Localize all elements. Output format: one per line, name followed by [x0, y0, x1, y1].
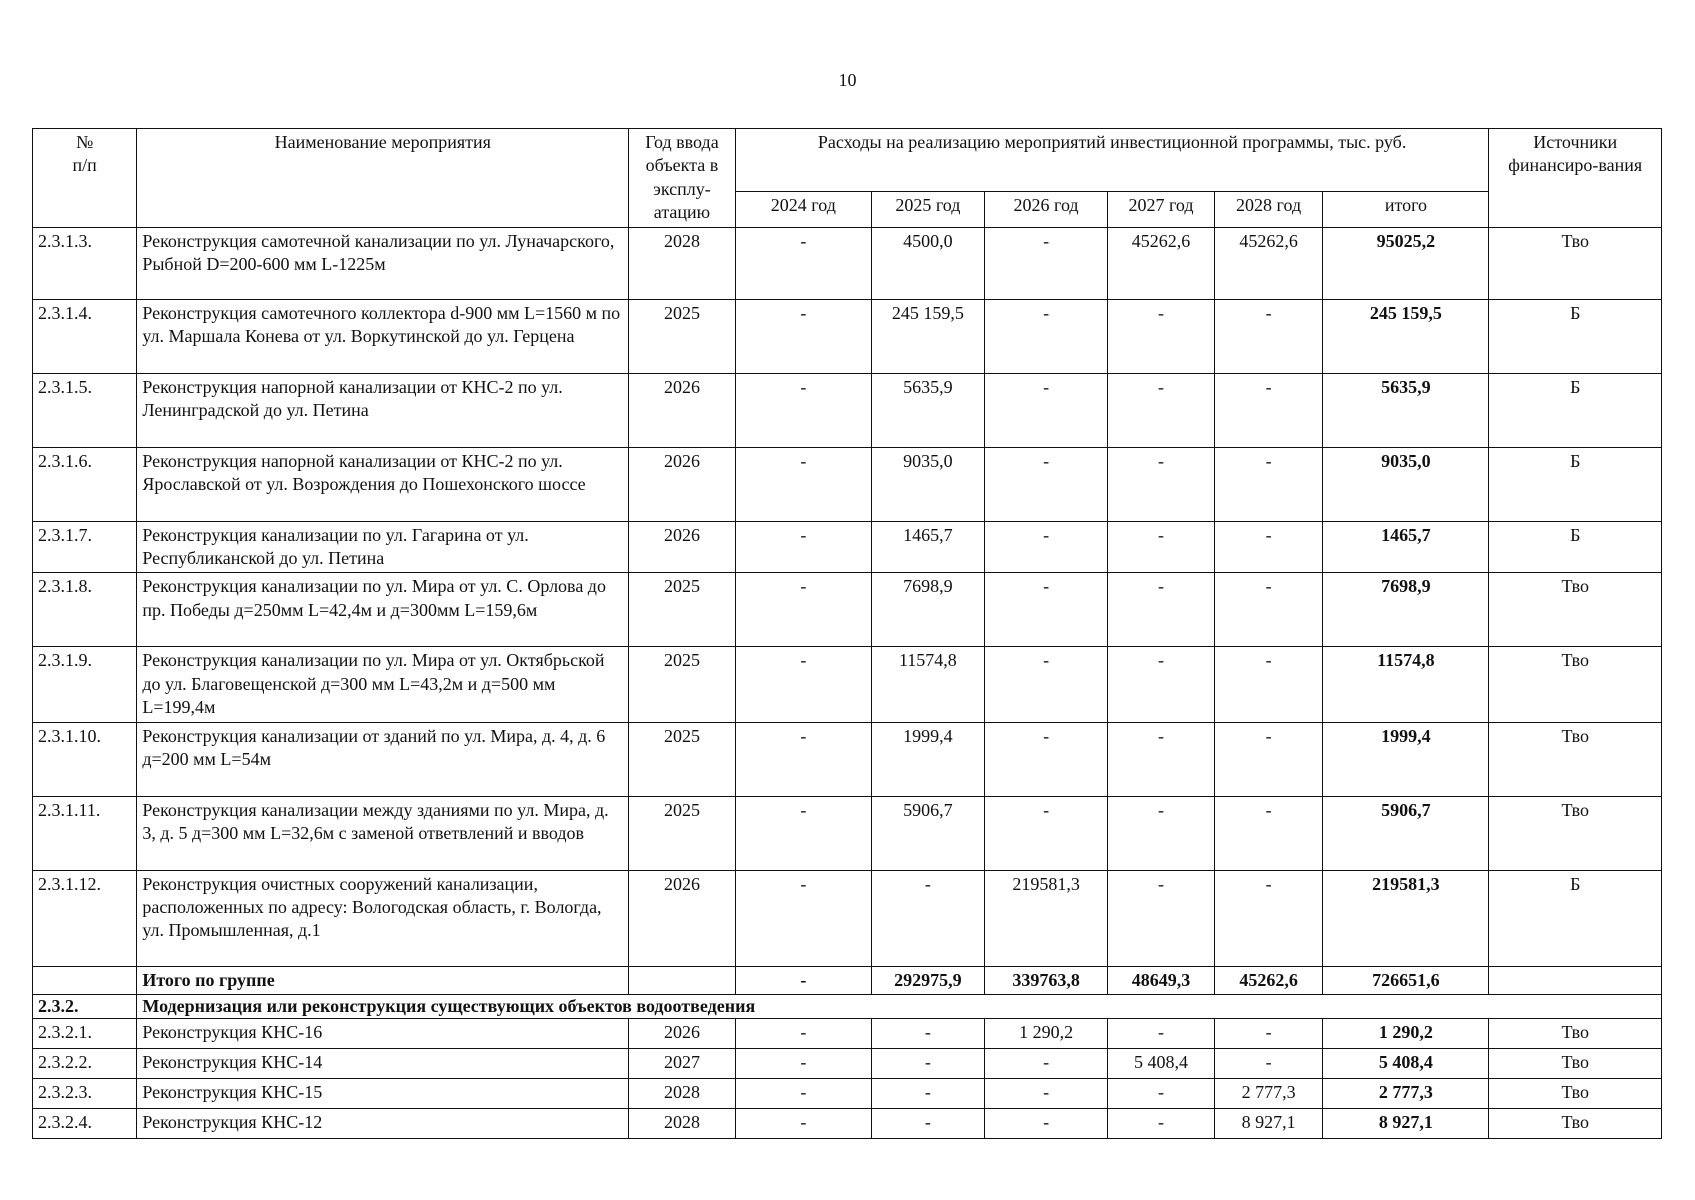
row-source: Тво	[1489, 227, 1662, 299]
row-value-v2027: -	[1108, 573, 1214, 647]
row-source: Б	[1489, 299, 1662, 373]
row-value-v2025: -	[871, 1019, 984, 1049]
row-source: Тво	[1489, 722, 1662, 796]
row-number: 2.3.1.4.	[33, 299, 137, 373]
row-number: 2.3.1.6.	[33, 447, 137, 521]
row-value-v2026: -	[984, 647, 1108, 722]
table-row	[33, 870, 1662, 966]
row-value-v2026: -	[984, 722, 1108, 796]
row-value-v2027: -	[1108, 870, 1214, 966]
row-number: 2.3.1.8.	[33, 573, 137, 647]
row-number: 2.3.1.12.	[33, 870, 137, 966]
row-value-v2026: -	[984, 796, 1108, 870]
investment-program-table	[32, 128, 1662, 1139]
row-number: 2.3.1.3.	[33, 227, 137, 299]
row-value-v2026: -	[984, 373, 1108, 447]
header-year-2028: 2028 год	[1214, 191, 1323, 227]
row-total: 5635,9	[1323, 373, 1489, 447]
row-value-v2027: -	[1108, 796, 1214, 870]
row-value-v2025: 245 159,5	[871, 299, 984, 373]
row-value-v2024: -	[735, 1049, 871, 1079]
row-year: 2028	[629, 227, 735, 299]
row-name: Реконструкция очистных сооружений канализации, расположенных по адресу: Вологодская область, г. Вологда, ул. Промышленная, д.1	[137, 870, 629, 966]
table-row	[33, 1079, 1662, 1109]
page-number: 10	[838, 70, 857, 90]
subtotal-value-v2027: 48649,3	[1108, 966, 1214, 994]
row-value-v2028: 2 777,3	[1214, 1079, 1323, 1109]
subtotal-row	[33, 966, 1662, 994]
row-source: Б	[1489, 447, 1662, 521]
row-value-v2024: -	[735, 1019, 871, 1049]
row-value-v2028: 8 927,1	[1214, 1109, 1323, 1139]
row-total: 5 408,4	[1323, 1049, 1489, 1079]
row-source: Тво	[1489, 796, 1662, 870]
row-value-v2028: 45262,6	[1214, 227, 1323, 299]
row-value-v2028: -	[1214, 796, 1323, 870]
group-row	[33, 994, 1662, 1018]
row-source: Б	[1489, 870, 1662, 966]
row-year: 2025	[629, 299, 735, 373]
row-total: 245 159,5	[1323, 299, 1489, 373]
row-value-v2027: -	[1108, 373, 1214, 447]
row-value-v2027: -	[1108, 1079, 1214, 1109]
row-value-v2027: -	[1108, 447, 1214, 521]
row-value-v2028: -	[1214, 870, 1323, 966]
header-year-2025: 2025 год	[871, 191, 984, 227]
row-year: 2025	[629, 796, 735, 870]
row-number: 2.3.2.2.	[33, 1049, 137, 1079]
row-total: 7698,9	[1323, 573, 1489, 647]
header-num: № п/п	[33, 129, 137, 228]
row-number: 2.3.1.5.	[33, 373, 137, 447]
row-value-v2028: -	[1214, 447, 1323, 521]
table-row	[33, 647, 1662, 722]
row-value-v2024: -	[735, 796, 871, 870]
row-value-v2026: -	[984, 1109, 1108, 1139]
row-year: 2026	[629, 1019, 735, 1049]
row-value-v2025: -	[871, 1079, 984, 1109]
subtotal-source	[1489, 966, 1662, 994]
header-year-2024: 2024 год	[735, 191, 871, 227]
row-total: 1 290,2	[1323, 1019, 1489, 1049]
subtotal-value-v2026: 339763,8	[984, 966, 1108, 994]
header-year: Год ввода объекта в эксплу-атацию	[629, 129, 735, 228]
row-number: 2.3.1.7.	[33, 521, 137, 573]
row-source: Б	[1489, 373, 1662, 447]
row-name: Реконструкция канализации по ул. Гагарина от ул. Республиканской до ул. Петина	[137, 521, 629, 573]
table-row	[33, 1019, 1662, 1049]
row-name: Реконструкция самотечного коллектора d-900 мм L=1560 м по ул. Маршала Конева от ул. Воркутинской до ул. Герцена	[137, 299, 629, 373]
row-value-v2026: -	[984, 227, 1108, 299]
subtotal-label: Итого по группе	[137, 966, 629, 994]
row-value-v2028: -	[1214, 521, 1323, 573]
row-number: 2.3.2.4.	[33, 1109, 137, 1139]
row-value-v2024: -	[735, 1109, 871, 1139]
row-year: 2026	[629, 373, 735, 447]
row-value-v2024: -	[735, 299, 871, 373]
row-value-v2027: -	[1108, 647, 1214, 722]
subtotal-value-v2025: 292975,9	[871, 966, 984, 994]
group-number: 2.3.2.	[33, 994, 137, 1018]
row-value-v2025: 7698,9	[871, 573, 984, 647]
row-total: 1999,4	[1323, 722, 1489, 796]
row-value-v2028: -	[1214, 722, 1323, 796]
row-value-v2024: -	[735, 227, 871, 299]
row-value-v2025: 11574,8	[871, 647, 984, 722]
row-value-v2024: -	[735, 373, 871, 447]
row-year: 2027	[629, 1049, 735, 1079]
row-year: 2026	[629, 870, 735, 966]
table-row	[33, 573, 1662, 647]
row-value-v2025: 5906,7	[871, 796, 984, 870]
row-number: 2.3.1.11.	[33, 796, 137, 870]
table-row	[33, 521, 1662, 573]
row-value-v2026: -	[984, 447, 1108, 521]
row-value-v2026: -	[984, 573, 1108, 647]
row-year: 2026	[629, 521, 735, 573]
row-name: Реконструкция канализации по ул. Мира от ул. Октябрьской до ул. Благовещенской д=300 мм L=43,2м и д=500 мм L=199,4м	[137, 647, 629, 722]
row-number: 2.3.1.9.	[33, 647, 137, 722]
row-value-v2026: 219581,3	[984, 870, 1108, 966]
row-value-v2024: -	[735, 722, 871, 796]
row-year: 2028	[629, 1079, 735, 1109]
subtotal-year	[629, 966, 735, 994]
row-total: 5906,7	[1323, 796, 1489, 870]
subtotal-value-v2024: -	[735, 966, 871, 994]
subtotal-num	[33, 966, 137, 994]
subtotal-total: 726651,6	[1323, 966, 1489, 994]
row-name: Реконструкция КНС-16	[137, 1019, 629, 1049]
row-number: 2.3.2.3.	[33, 1079, 137, 1109]
row-value-v2025: 9035,0	[871, 447, 984, 521]
table-row	[33, 722, 1662, 796]
group-title: Модернизация или реконструкция существующих объектов водоотведения	[137, 994, 1662, 1018]
table-row	[33, 1049, 1662, 1079]
row-name: Реконструкция самотечной канализации по ул. Луначарского, Рыбной D=200-600 мм L-1225м	[137, 227, 629, 299]
row-name: Реконструкция КНС-15	[137, 1079, 629, 1109]
row-value-v2025: -	[871, 1109, 984, 1139]
row-value-v2027: -	[1108, 521, 1214, 573]
row-name: Реконструкция канализации от зданий по ул. Мира, д. 4, д. 6 д=200 мм L=54м	[137, 722, 629, 796]
row-source: Тво	[1489, 1079, 1662, 1109]
row-value-v2024: -	[735, 647, 871, 722]
row-value-v2028: -	[1214, 573, 1323, 647]
row-value-v2026: -	[984, 521, 1108, 573]
row-value-v2028: -	[1214, 299, 1323, 373]
row-total: 2 777,3	[1323, 1079, 1489, 1109]
row-value-v2025: -	[871, 870, 984, 966]
row-value-v2024: -	[735, 870, 871, 966]
row-value-v2027: -	[1108, 299, 1214, 373]
row-value-v2025: 4500,0	[871, 227, 984, 299]
row-value-v2024: -	[735, 1079, 871, 1109]
row-value-v2027: -	[1108, 1019, 1214, 1049]
row-value-v2024: -	[735, 573, 871, 647]
row-value-v2026: -	[984, 1049, 1108, 1079]
header-expenses: Расходы на реализацию мероприятий инвестиционной программы, тыс. руб.	[735, 129, 1489, 192]
header-total: итого	[1323, 191, 1489, 227]
row-year: 2026	[629, 447, 735, 521]
row-value-v2025: -	[871, 1049, 984, 1079]
row-total: 219581,3	[1323, 870, 1489, 966]
row-total: 9035,0	[1323, 447, 1489, 521]
header-source: Источники финансиро-вания	[1489, 129, 1662, 228]
row-value-v2027: -	[1108, 722, 1214, 796]
row-value-v2028: -	[1214, 647, 1323, 722]
row-value-v2025: 1999,4	[871, 722, 984, 796]
row-value-v2027: 5 408,4	[1108, 1049, 1214, 1079]
header-name: Наименование мероприятия	[137, 129, 629, 228]
table-row	[33, 1109, 1662, 1139]
row-value-v2028: -	[1214, 373, 1323, 447]
row-name: Реконструкция канализации по ул. Мира от ул. С. Орлова до пр. Победы д=250мм L=42,4м и д=300мм L=159,6м	[137, 573, 629, 647]
row-number: 2.3.1.10.	[33, 722, 137, 796]
row-source: Тво	[1489, 1019, 1662, 1049]
header-year-2026: 2026 год	[984, 191, 1108, 227]
table-row	[33, 227, 1662, 299]
subtotal-value-v2028: 45262,6	[1214, 966, 1323, 994]
row-value-v2026: 1 290,2	[984, 1019, 1108, 1049]
row-year: 2025	[629, 722, 735, 796]
row-name: Реконструкция напорной канализации от КНС-2 по ул. Ленинградской до ул. Петина	[137, 373, 629, 447]
row-source: Тво	[1489, 647, 1662, 722]
table-row	[33, 447, 1662, 521]
row-value-v2024: -	[735, 521, 871, 573]
row-name: Реконструкция КНС-14	[137, 1049, 629, 1079]
row-value-v2024: -	[735, 447, 871, 521]
row-year: 2028	[629, 1109, 735, 1139]
row-value-v2025: 5635,9	[871, 373, 984, 447]
row-total: 8 927,1	[1323, 1109, 1489, 1139]
header-year-2027: 2027 год	[1108, 191, 1214, 227]
row-year: 2025	[629, 647, 735, 722]
row-name: Реконструкция напорной канализации от КНС-2 по ул. Ярославской от ул. Возрождения до Пошехонского шоссе	[137, 447, 629, 521]
row-value-v2026: -	[984, 299, 1108, 373]
row-name: Реконструкция КНС-12	[137, 1109, 629, 1139]
row-value-v2027: -	[1108, 1109, 1214, 1139]
row-total: 11574,8	[1323, 647, 1489, 722]
row-name: Реконструкция канализации между зданиями по ул. Мира, д. 3, д. 5 д=300 мм L=32,6м с заменой ответвлений и вводов	[137, 796, 629, 870]
row-value-v2028: -	[1214, 1019, 1323, 1049]
row-total: 1465,7	[1323, 521, 1489, 573]
row-source: Тво	[1489, 1109, 1662, 1139]
row-year: 2025	[629, 573, 735, 647]
row-value-v2026: -	[984, 1079, 1108, 1109]
table-row	[33, 299, 1662, 373]
table-row	[33, 373, 1662, 447]
row-value-v2025: 1465,7	[871, 521, 984, 573]
table-row	[33, 796, 1662, 870]
row-value-v2028: -	[1214, 1049, 1323, 1079]
row-total: 95025,2	[1323, 227, 1489, 299]
row-source: Тво	[1489, 573, 1662, 647]
row-value-v2027: 45262,6	[1108, 227, 1214, 299]
row-number: 2.3.2.1.	[33, 1019, 137, 1049]
row-source: Б	[1489, 521, 1662, 573]
row-source: Тво	[1489, 1049, 1662, 1079]
